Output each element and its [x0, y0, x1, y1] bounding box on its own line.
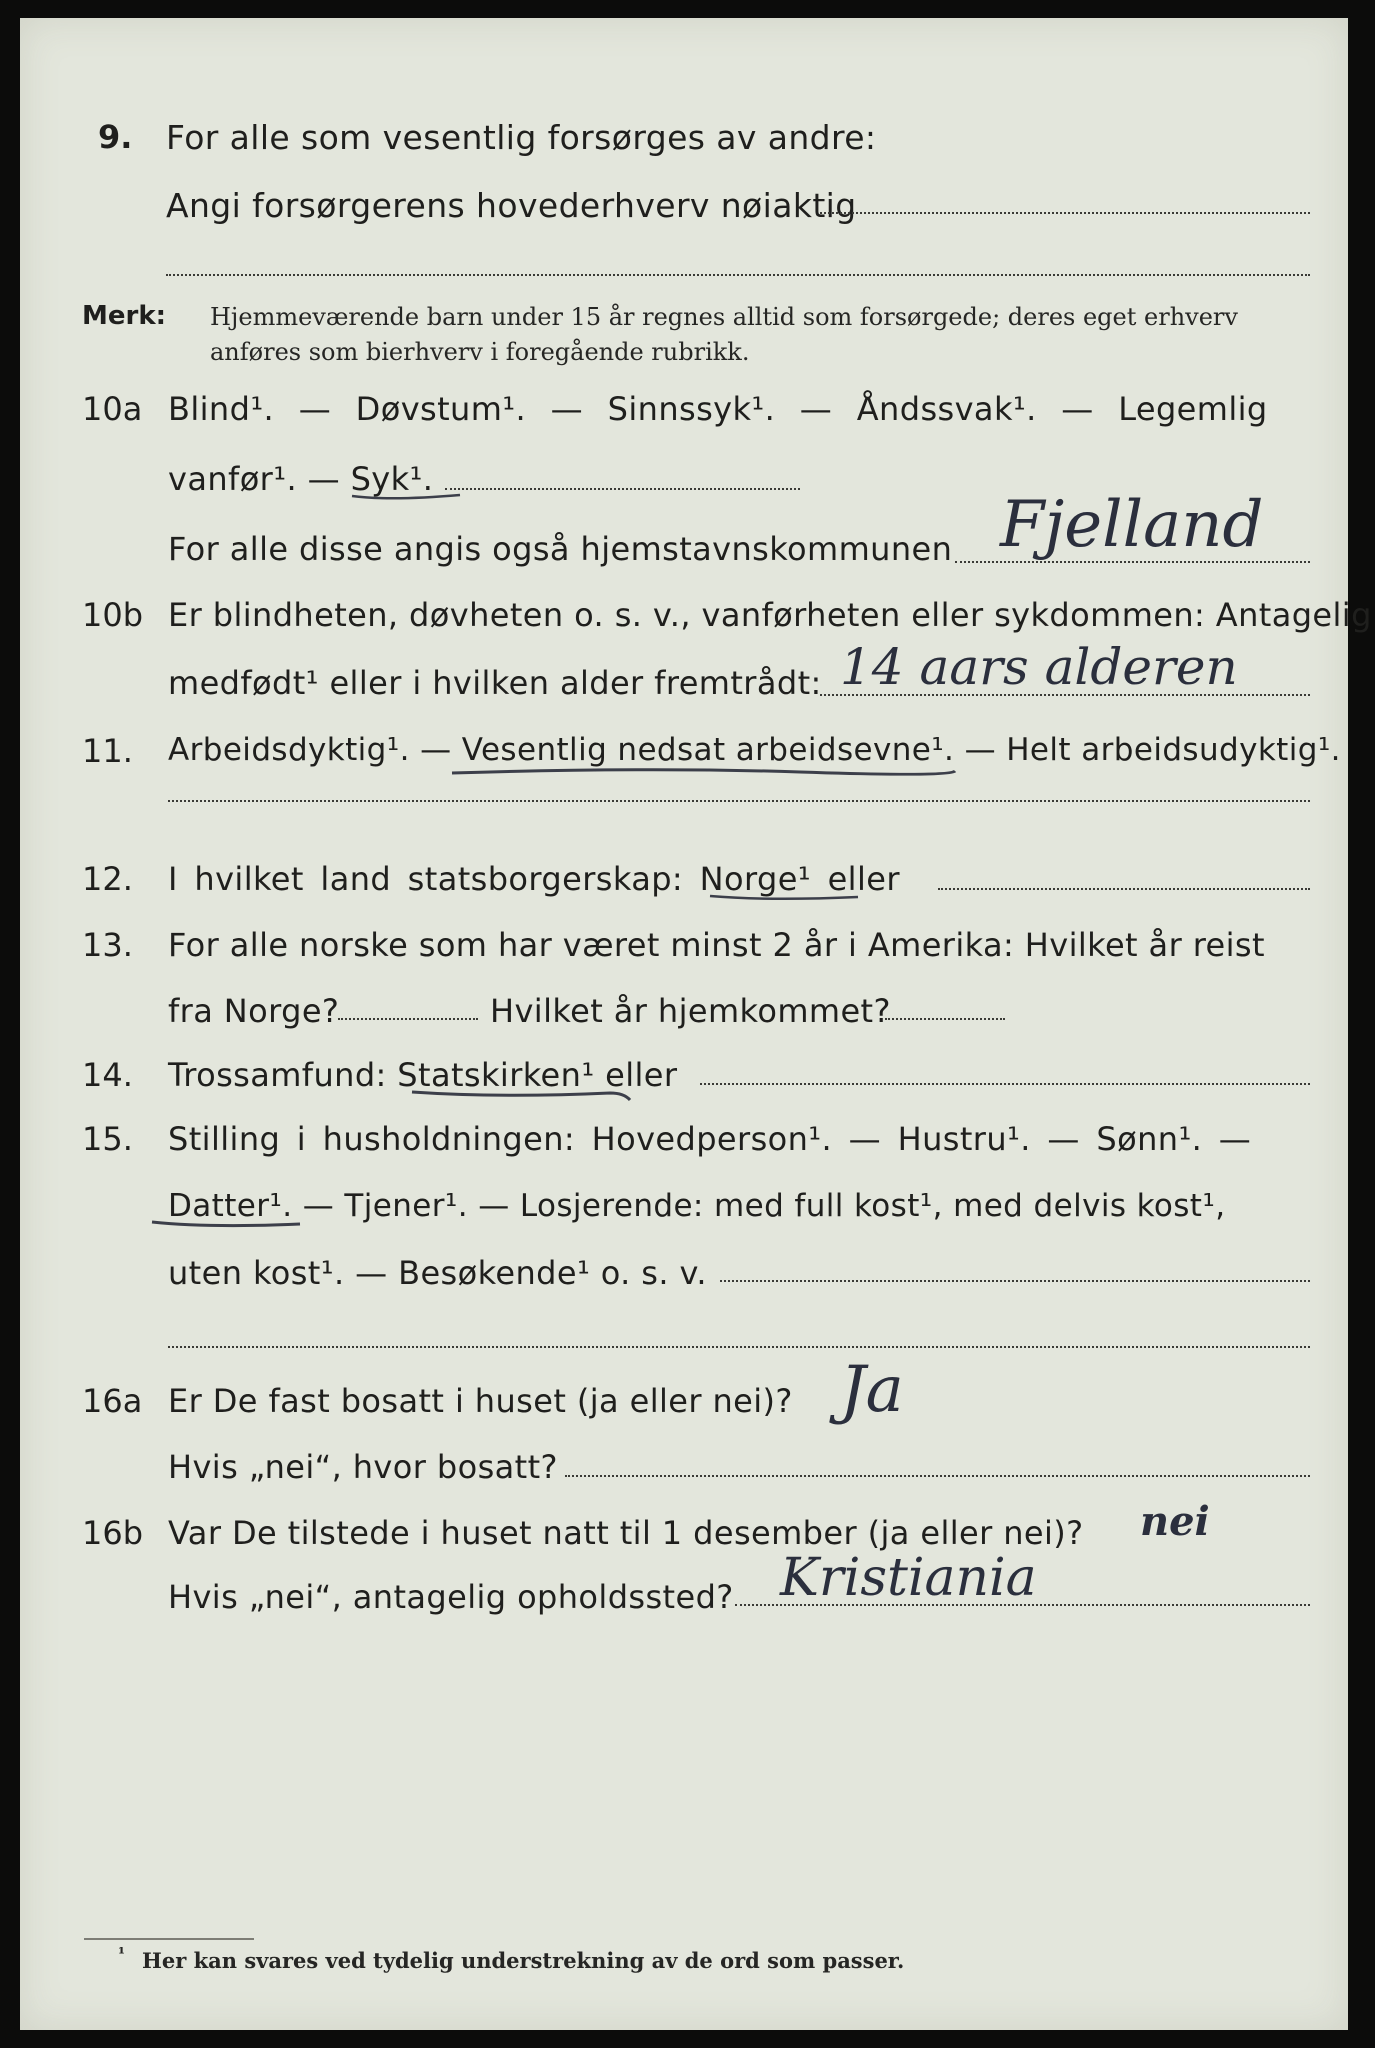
- q10a-answer: Fjelland: [1000, 488, 1264, 562]
- q12-line1: I hvilket land statsborgerskap: Norge¹ eller: [168, 860, 900, 898]
- q16b-number: 16b: [82, 1514, 144, 1552]
- q14-line1: Trossamfund: Statskirken¹ eller: [168, 1056, 678, 1094]
- q10a-line1: Blind¹. — Døvstum¹. — Sinnssyk¹. — Åndssvak¹. — Legemlig: [168, 390, 1268, 428]
- q15-number: 15.: [82, 1120, 133, 1158]
- q16b-answer1: nei: [1140, 1498, 1210, 1545]
- q13-number: 13.: [82, 926, 133, 964]
- q10a-number: 10a: [82, 390, 143, 428]
- q16b-answer2: Kristiania: [780, 1548, 1037, 1608]
- q12-number: 12.: [82, 860, 133, 898]
- census-form-page: [20, 18, 1372, 2030]
- q9-answer-line: [820, 212, 1310, 214]
- q13-reist-line: [338, 1018, 478, 1020]
- q9-line1: For alle som vesentlig forsørges av andre:: [166, 118, 877, 157]
- q15-answer-line: [720, 1280, 1310, 1282]
- q12-answer-line: [938, 888, 1310, 890]
- q15-line1: Stilling i husholdningen: Hovedperson¹. — Hustru¹. — Sønn¹. —: [168, 1120, 1252, 1158]
- q13-hjemkommet-line: [885, 1018, 1005, 1020]
- footnote-rule: [84, 1938, 254, 1940]
- q10a-line3: For alle disse angis også hjemstavnskommunen: [168, 530, 953, 568]
- norge-underline: [708, 890, 868, 904]
- q9-number: 9.: [98, 118, 133, 156]
- q9-answer-line-2: [166, 274, 1310, 276]
- q11-line1: Arbeidsdyktig¹. — Vesentlig nedsat arbeidsevne¹. — Helt arbeidsudyktig¹.: [168, 732, 1341, 768]
- syk-underline: [350, 488, 470, 502]
- footnote-mark: ¹: [118, 1944, 126, 1963]
- q13-line2b: Hvilket år hjemkommet?: [490, 992, 891, 1030]
- merk-line1: Hjemmeværende barn under 15 år regnes alltid som forsørgede; deres eget erhverv: [210, 303, 1238, 331]
- merk-line2: anføres som bierhverv i foregående rubrikk.: [210, 338, 750, 366]
- q9-line2: Angi forsørgerens hovederhverv nøiaktig: [166, 186, 857, 225]
- q10a-line2-dots: [445, 488, 800, 490]
- q10b-line1: Er blindheten, døvheten o. s. v., vanførheten eller sykdommen: Antagelig: [168, 596, 1372, 634]
- q16a-line1: Er De fast bosatt i huset (ja eller nei)?: [168, 1382, 793, 1420]
- q10b-answer: 14 aars alderen: [840, 638, 1238, 696]
- q16b-line2: Hvis „nei“, antagelig opholdssted?: [168, 1578, 734, 1616]
- q15-line2: Datter¹. — Tjener¹. — Losjerende: med full kost¹, med delvis kost¹,: [168, 1188, 1226, 1224]
- q14-number: 14.: [82, 1056, 133, 1094]
- q16a-line2: Hvis „nei“, hvor bosatt?: [168, 1448, 558, 1486]
- datter-underline: [150, 1218, 310, 1232]
- q10a-line2: vanfør¹. — Syk¹.: [168, 460, 434, 498]
- merk-label: Merk:: [82, 301, 167, 331]
- q13-line1: For alle norske som har været minst 2 år i Amerika: Hvilket år reist: [168, 926, 1265, 964]
- q13-line2a: fra Norge?: [168, 992, 340, 1030]
- q11-number: 11.: [82, 732, 133, 770]
- nedsat-arbeidsevne-underline: [450, 763, 960, 779]
- q16b-line1: Var De tilstede i huset natt til 1 desember (ja eller nei)?: [168, 1514, 1084, 1552]
- q16a-answer-line: [565, 1475, 1310, 1477]
- q15-answer-line-2: [168, 1346, 1310, 1348]
- q16a-number: 16a: [82, 1382, 143, 1420]
- q15-line3: uten kost¹. — Besøkende¹ o. s. v.: [168, 1254, 707, 1292]
- q10b-line2: medfødt¹ eller i hvilken alder fremtrådt:: [168, 664, 822, 702]
- footnote-text: Her kan svares ved tydelig understrekning av de ord som passer.: [142, 1948, 905, 1973]
- q11-answer-line: [168, 800, 1310, 802]
- q16a-answer: Ja: [840, 1353, 904, 1427]
- q14-answer-line: [700, 1083, 1310, 1085]
- statskirken-underline: [410, 1084, 640, 1106]
- q10b-number: 10b: [82, 596, 144, 634]
